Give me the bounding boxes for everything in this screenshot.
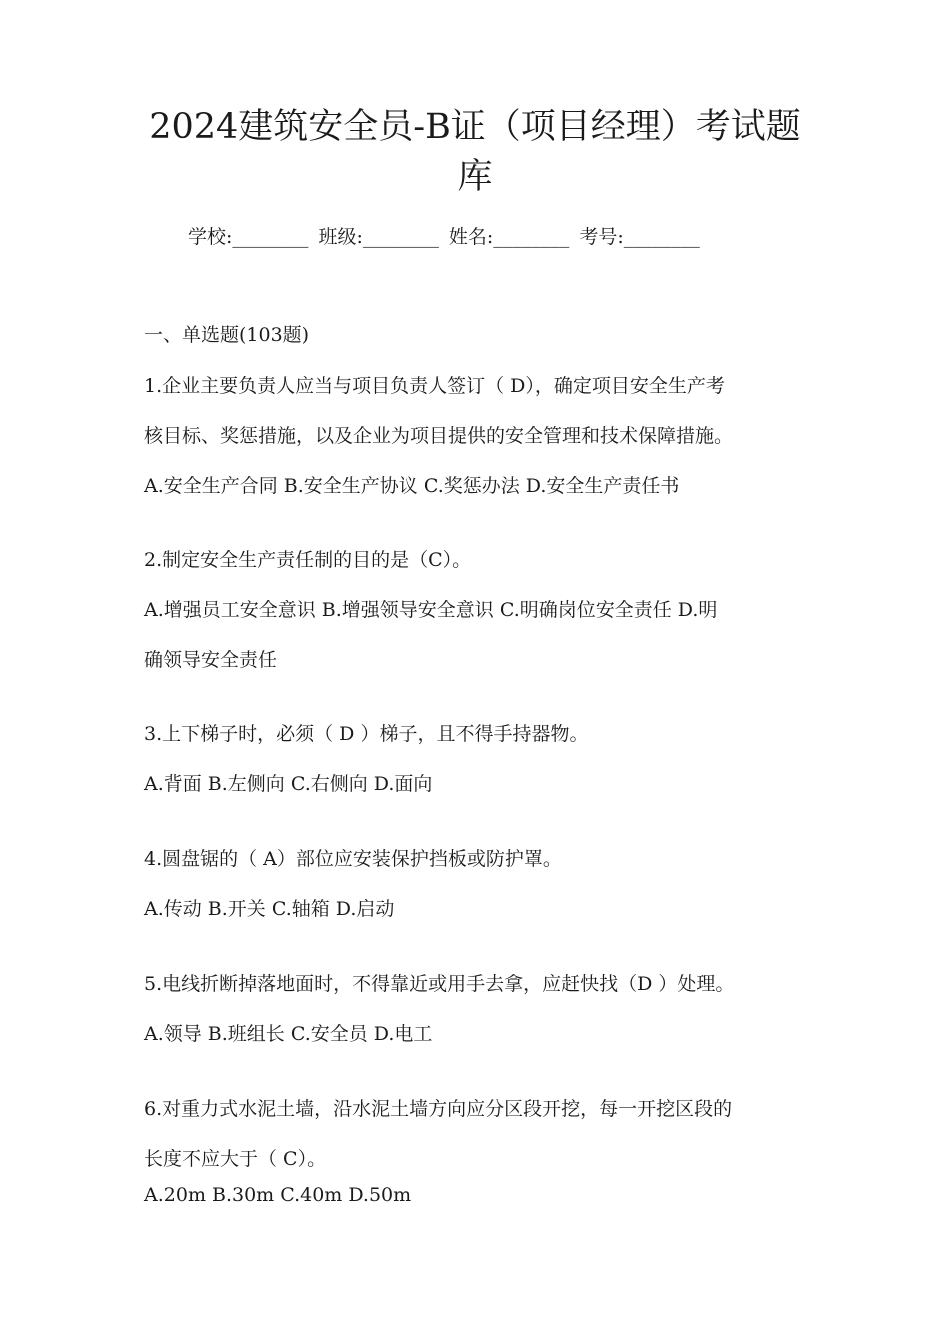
question-4-options: A.传动 B.开关 C.轴箱 D.启动 [144,898,395,920]
exam-number-field: 考号:________ [579,226,700,248]
question-1-stem-line1: 1.企业主要负责人应当与项目负责人签订（ D），确定项目安全生产考 [144,375,725,397]
student-info-row [188,222,704,252]
question-2-options-line2: 确领导安全责任 [144,649,278,671]
document-title-line2: 库 [457,157,493,197]
school-field: 学校:________ [188,226,309,248]
question-6-stem-line1: 6.对重力式水泥土墙，沿水泥土墙方向应分区段开挖，每一开挖区段的 [144,1098,733,1120]
section-heading: 一、单选题(103题) [144,324,310,346]
class-field: 班级:________ [318,226,439,248]
name-field: 姓名:________ [448,226,570,248]
document-title-line1: 2024建筑安全员-B证（项目经理）考试题 [149,107,801,147]
question-1-options: A.安全生产合同 B.安全生产协议 C.奖惩办法 D.安全生产责任书 [144,475,680,497]
question-2-stem: 2.制定安全生产责任制的目的是（C）。 [144,549,472,571]
question-3-stem: 3.上下梯子时，必须（ D ）梯子，且不得手持器物。 [144,723,589,745]
question-2-options-line1: A.增强员工安全意识 B.增强领导安全意识 C.明确岗位安全责任 D.明 [144,599,718,621]
question-4-stem: 4.圆盘锯的（ A）部位应安装保护挡板或防护罩。 [144,848,562,870]
question-6-options: A.20m B.30m C.40m D.50m [144,1184,412,1206]
question-1-stem-line2: 核目标、奖惩措施，以及企业为项目提供的安全管理和技术保障措施。 [144,425,734,447]
question-5-stem: 5.电线折断掉落地面时，不得靠近或用手去拿，应赶快找（D ）处理。 [144,973,735,995]
question-3-options: A.背面 B.左侧向 C.右侧向 D.面向 [144,773,433,795]
question-5-options: A.领导 B.班组长 C.安全员 D.电工 [144,1023,433,1045]
question-6-stem-line2: 长度不应大于（ C）。 [144,1148,327,1170]
